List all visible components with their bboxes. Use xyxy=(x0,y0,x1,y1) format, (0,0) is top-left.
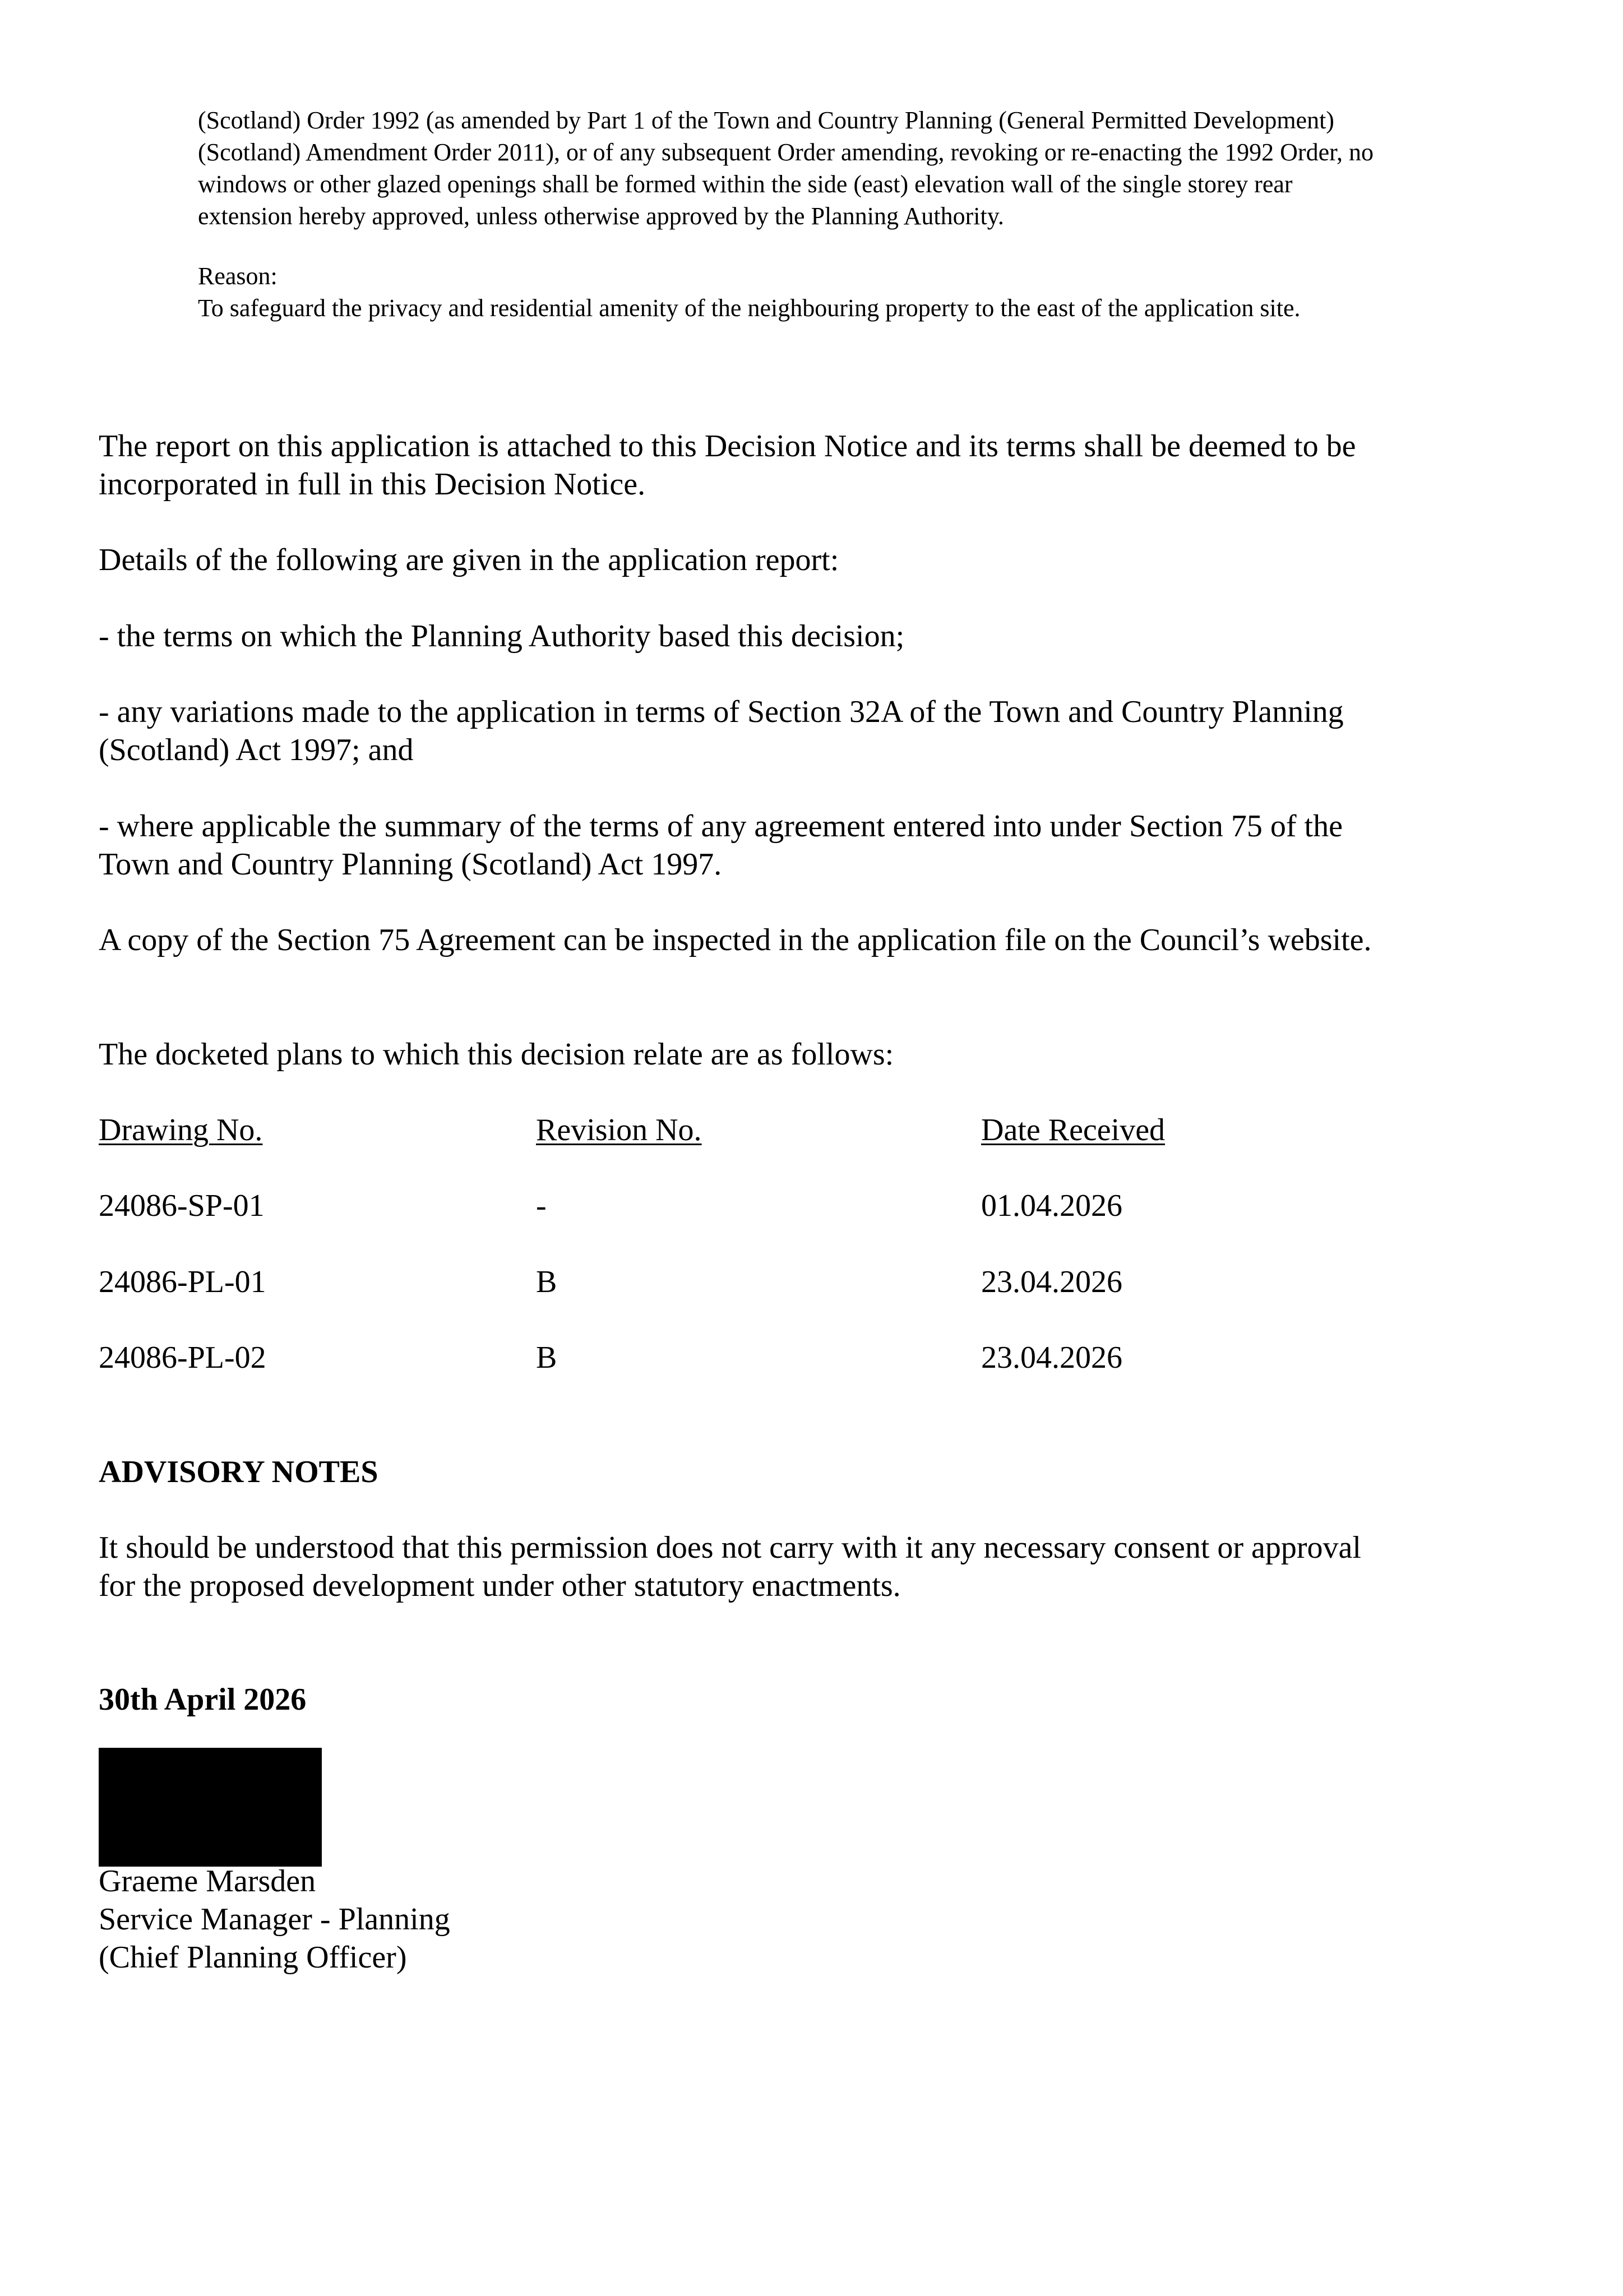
planning-condition xyxy=(198,104,1392,324)
plans-intro-paragraph: The docketed plans to which this decision relate are as follows: xyxy=(99,1037,894,1072)
advisory-notes-heading: ADVISORY NOTES xyxy=(99,1455,378,1489)
table-row xyxy=(99,1263,1444,1302)
signatory-name: Graeme Marsden xyxy=(99,1864,316,1899)
report-incorporated-paragraph: The report on this application is attached to this Decision Notice and its terms shall be deemed to be incorporated in full in this Decision Notice. xyxy=(99,429,1356,502)
revision-no-cell: B xyxy=(536,1265,557,1299)
condition-reason xyxy=(198,260,1392,324)
details-bullet-terms: - the terms on which the Planning Authority based this decision; xyxy=(99,619,905,654)
header-revision-no: Revision No. xyxy=(536,1113,702,1147)
condition-text: (Scotland) Order 1992 (as amended by Part 1 of the Town and Country Planning (General Permitted Development) (Scotland) Amendment Order 2011), or of any subsequent Order amending, revoking or re-enacting the 1992 Order, no windows or other glazed openings shall be formed within the side (east) elevation wall of the single storey rear extension hereby approved, unless otherwise approved by the Planning Authority. xyxy=(198,107,1374,230)
decision-date: 30th April 2026 xyxy=(99,1682,307,1717)
reason-text: To safeguard the privacy and residential amenity of the neighbouring property to the east of the application site. xyxy=(198,294,1301,322)
date-received-cell: 23.04.2026 xyxy=(981,1340,1122,1375)
section75-copy-paragraph: A copy of the Section 75 Agreement can be inspected in the application file on the Council’s website. xyxy=(99,923,1372,957)
drawing-no-cell: 24086-PL-01 xyxy=(99,1265,266,1299)
drawing-no-cell: 24086-SP-01 xyxy=(99,1188,265,1223)
date-received-cell: 01.04.2026 xyxy=(981,1188,1122,1223)
revision-no-cell: B xyxy=(536,1340,557,1375)
details-bullet-section75: - where applicable the summary of the terms of any agreement entered into under Section 75 of the Town and Country Planning (Scotland) Act 1997. xyxy=(99,809,1343,882)
table-row xyxy=(99,1187,1444,1226)
table-row xyxy=(99,1339,1444,1378)
signatory-title: Service Manager - Planning xyxy=(99,1902,450,1937)
details-bullet-variations: - any variations made to the application in terms of Section 32A of the Town and Country Planning (Scotland) Act 1997; and xyxy=(99,695,1344,767)
advisory-notes-text: It should be understood that this permission does not carry with it any necessary consent or approval for the proposed development under other statutory enactments. xyxy=(99,1530,1361,1603)
drawing-no-cell: 24086-PL-02 xyxy=(99,1340,266,1375)
header-date-received: Date Received xyxy=(981,1113,1166,1147)
signatory-block xyxy=(99,1862,450,1976)
revision-no-cell: - xyxy=(536,1188,547,1223)
signatory-role: (Chief Planning Officer) xyxy=(99,1940,407,1975)
reason-label: Reason: xyxy=(198,262,278,290)
date-received-cell: 23.04.2026 xyxy=(981,1265,1122,1299)
redacted-signature xyxy=(99,1748,322,1867)
details-intro-paragraph: Details of the following are given in the application report: xyxy=(99,543,839,577)
plans-table-header xyxy=(99,1111,1444,1150)
header-drawing-no: Drawing No. xyxy=(99,1113,263,1147)
